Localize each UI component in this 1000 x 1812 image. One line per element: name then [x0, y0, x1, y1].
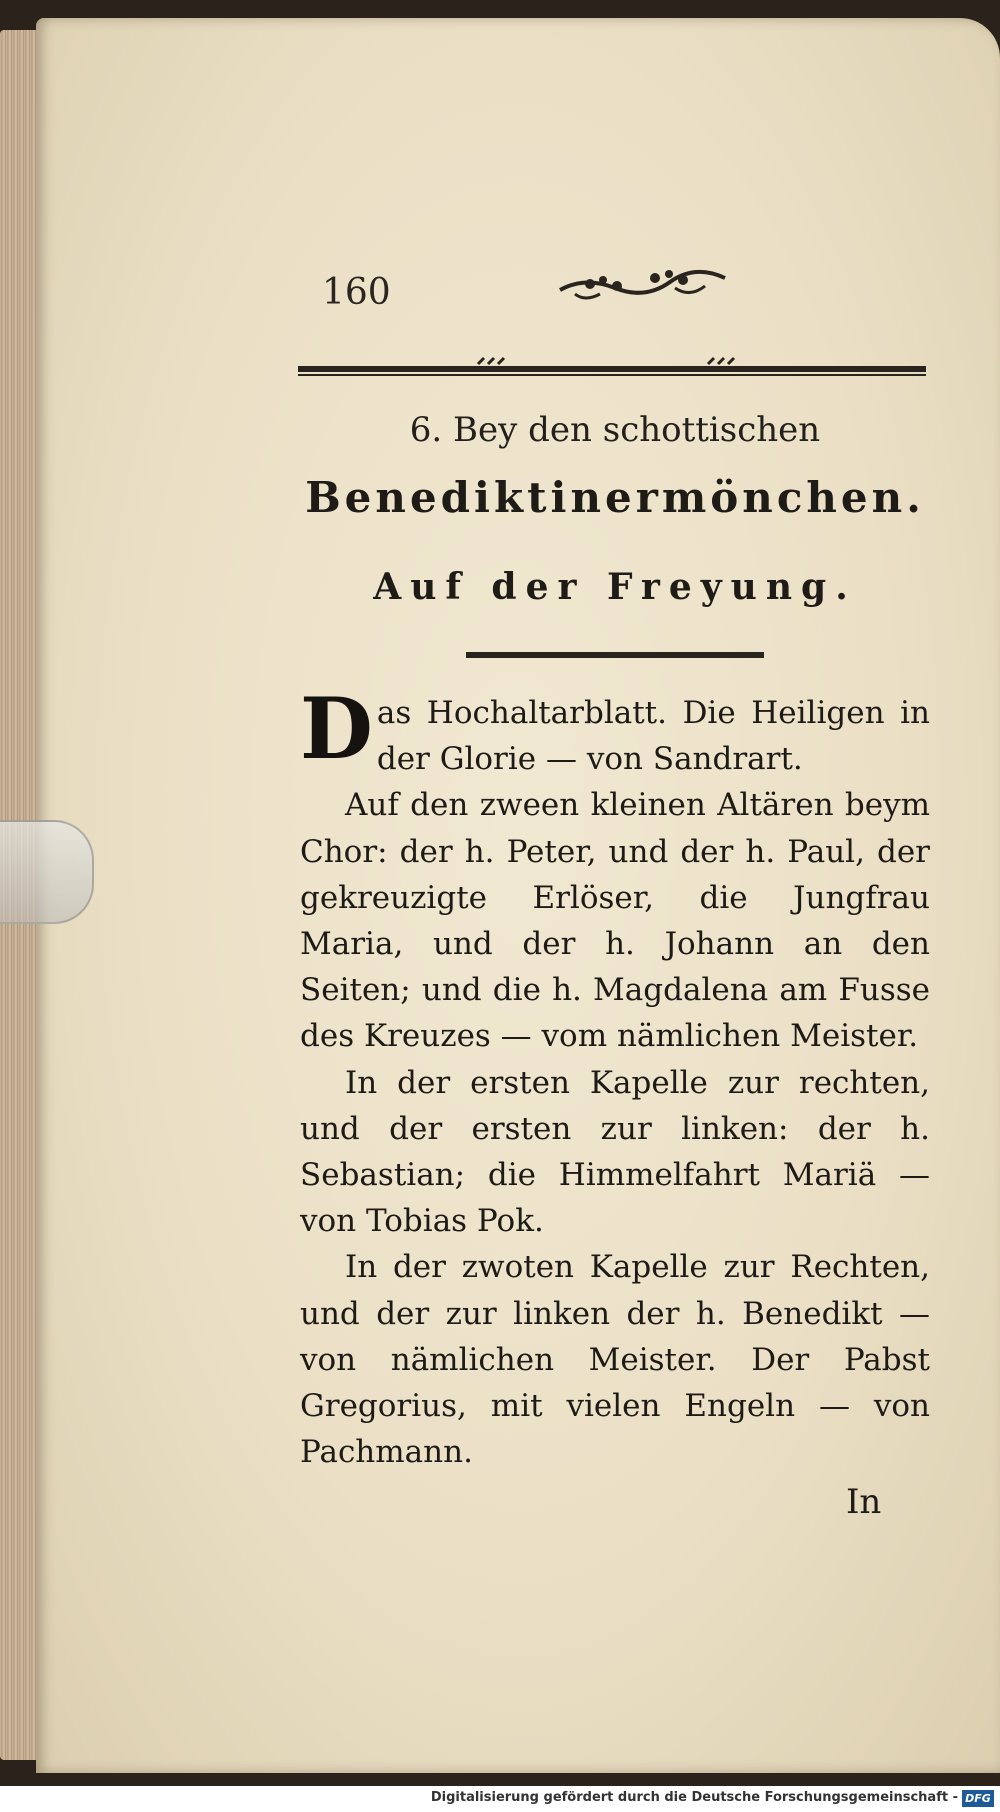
floral-ornament-icon: [555, 258, 730, 306]
body-text: [300, 679, 930, 1475]
dfg-logo: DFG: [962, 1790, 994, 1807]
paragraph: Das Hochaltarblatt. Die Heiligen in der Glorie — von Sandrart.: [300, 679, 930, 778]
paragraph: In der ersten Kapelle zur rechten, und der ersten zur linken: der h. Sebastian; die Himmelfahrt Mariä — von Tobias Pok.: [300, 1064, 930, 1240]
location-heading: Auf der Freyung.: [373, 566, 857, 608]
catchword: In: [846, 1482, 882, 1522]
divider: [466, 652, 764, 658]
section-heading: 6. Bey den schottischen: [409, 410, 821, 450]
decorative-rule: [298, 352, 926, 382]
drop-cap: D: [300, 679, 373, 778]
paragraph: In der zwoten Kapelle zur Rechten, und der zur linken der h. Benedikt — von nämlichen Meister. Der Pabst Gregorius, mit vielen Engeln — von Pachmann.: [300, 1249, 930, 1471]
funding-credit: Digitalisierung gefördert durch die Deutsche Forschungsgemeinschaft -: [430, 1790, 958, 1805]
page-clip: [0, 820, 94, 924]
section-title: Benediktinermönchen.: [305, 473, 925, 522]
paragraph: Auf den zween kleinen Altären beym Chor: der h. Peter, und der h. Paul, der gekreuzigte Erlöser, die Jungfrau Maria, und der h. Johann an den Seiten; und die h. Magdalena am Fusse des Kreuzes — vom nämlichen Meister.: [300, 787, 930, 1055]
page-number: 160: [322, 272, 391, 313]
footer-bar: [0, 1786, 1000, 1812]
